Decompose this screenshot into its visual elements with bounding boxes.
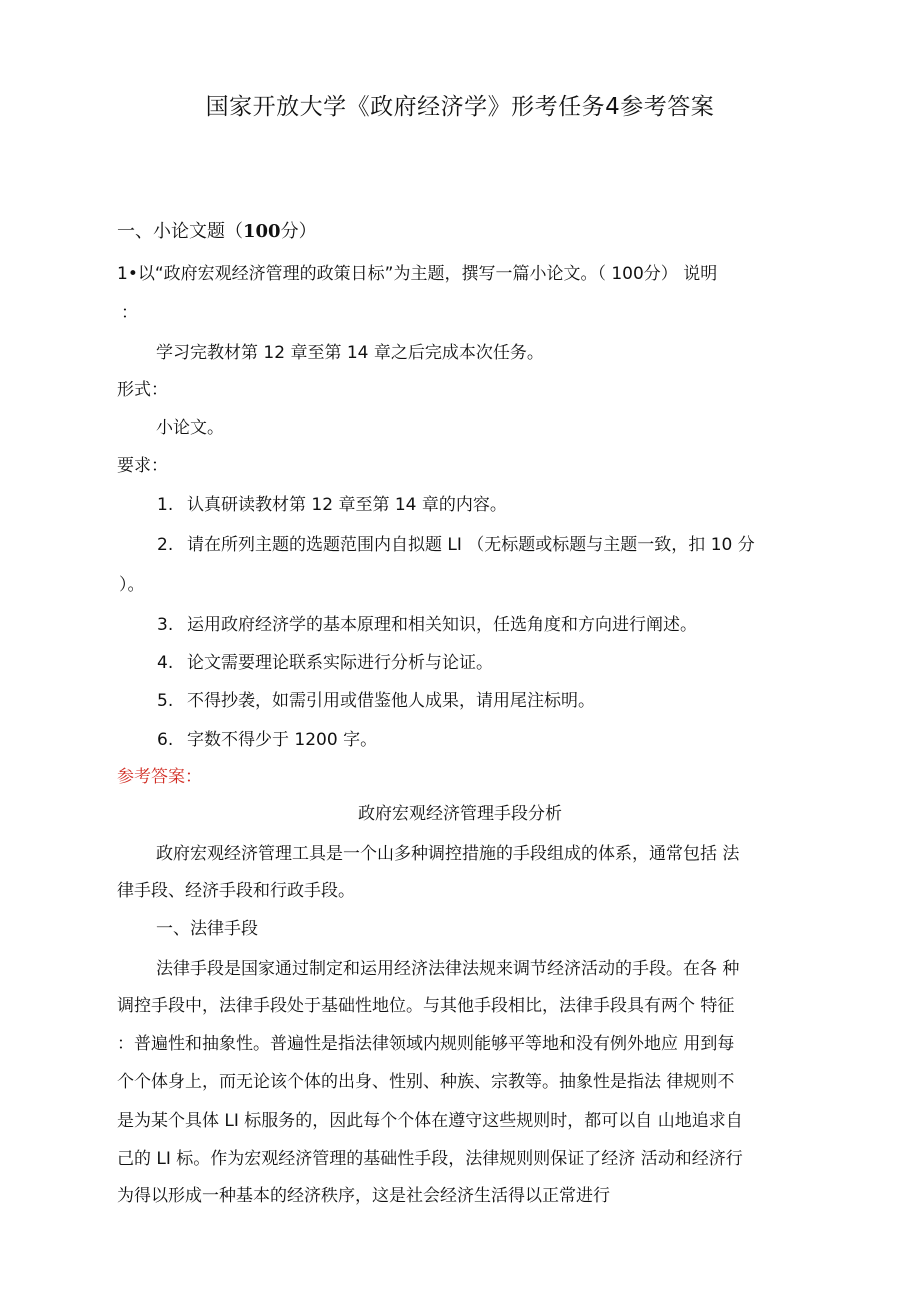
requirement-item (157, 532, 755, 558)
document-title: 国家开放大学《政府经济学》形考任务4参考答案 (205, 94, 715, 120)
instruction-text: 学习完教材第 12 章至第 14 章之后完成本次任务。 (156, 343, 544, 363)
paragraph-line: ：普遍性和抽象性。普遍性是指法律领域内规则能够平等地和没有例外地应 用到每 (117, 1034, 735, 1054)
paragraph-line: 己的 LI 标。作为宏观经济管理的基础性手段，法律规则则保证了经济 活动和经济行 (117, 1149, 743, 1169)
paragraph-line: 为得以形成一种基本的经济秩序，这是社会经济生活得以正常进行 (117, 1186, 610, 1206)
requirement-number: 1. (157, 495, 174, 515)
section-heading-prefix: 一、小论文题（ (117, 221, 243, 242)
requirement-text: ）。 (119, 575, 145, 595)
requirement-number: 6. (157, 730, 174, 750)
requirement-text: 认真研读教材第 12 章至第 14 章的内容。 (187, 495, 507, 515)
paragraph-line: 调控手段中，法律手段处于基础性地位。与其他手段相比，法律手段具有两个 特征 (117, 996, 735, 1016)
requirement-number: 5. (157, 691, 174, 711)
requirement-text: 论文需要理论联系实际进行分析与论证。 (187, 653, 493, 673)
requirement-item (157, 727, 377, 753)
paragraph-line: 政府宏观经济管理工具是一个山多种调控措施的手段组成的体系，通常包括 法 (156, 844, 740, 864)
requirement-continuation (119, 572, 145, 598)
answer-label: 参考答案： (117, 767, 202, 787)
requirement-item (157, 492, 507, 518)
requirement-number: 3. (157, 615, 174, 635)
requirement-text: 字数不得少于 1200 字。 (187, 730, 378, 750)
requirement-number: 4. (157, 653, 174, 673)
form-value: 小论文。 (156, 418, 224, 438)
paragraph-line: 法律手段是国家通过制定和运用经济法律法规来调节经济活动的手段。在各 种 (156, 959, 740, 979)
paragraph-line: 律手段、经济手段和行政手段。 (117, 881, 355, 901)
requirements-label: 要求： (117, 456, 168, 476)
requirement-item (157, 612, 697, 638)
question-line: 1•以“政府宏观经济管理的政策日标”为主题，撰写一篇小论文。（ 100分） 说明 (117, 264, 718, 284)
section-heading (117, 219, 317, 245)
section-heading-score: 100 (243, 221, 281, 242)
requirement-item (157, 688, 595, 714)
requirement-item (157, 650, 493, 676)
question-line-continuation: ： (121, 303, 138, 323)
paragraph-line: 是为某个具体 LI 标服务的，因此每个个体在遵守这些规则时，都可以自 山地追求自 (117, 1111, 743, 1131)
requirement-text: 不得抄袭，如需引用或借鉴他人成果，请用尾注标明。 (187, 691, 595, 711)
requirement-number: 2. (157, 535, 174, 555)
paragraph-line: 个个体身上，而无论该个体的出身、性别、种族、宗教等。抽象性是指法 律规则不 (117, 1072, 735, 1092)
subheading: 一、法律手段 (156, 919, 258, 939)
form-label: 形式： (117, 380, 168, 400)
requirement-text: 运用政府经济学的基本原理和相关知识，任选角度和方向进行阐述。 (187, 615, 697, 635)
requirement-text: 请在所列主题的选题范围内自拟题 LI （无标题或标题与主题一致，扣 10 分 (187, 535, 755, 555)
section-heading-suffix: 分） (280, 221, 317, 242)
essay-title: 政府宏观经济管理手段分析 (358, 804, 562, 824)
